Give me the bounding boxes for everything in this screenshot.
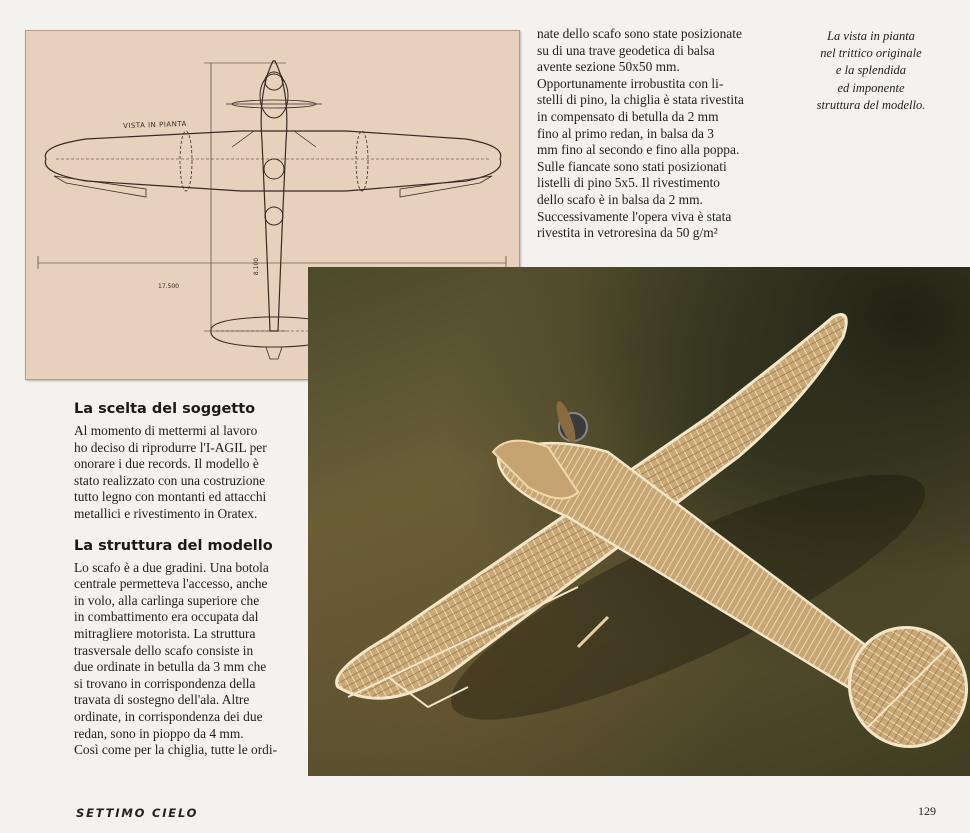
airframe-illustration [308,267,970,776]
text-line: due ordinate in betulla da 3 mm che [74,659,267,675]
text-line: si trovano in corrispondenza della [74,675,256,691]
magazine-name: SETTIMO CIELO [76,806,199,820]
text-line: redan, sono in pioppo da 4 mm. [74,725,244,741]
text-line: ordinate, in corrispondenza dei due [74,708,263,724]
blueprint-dimension-length: 8.100 [253,257,261,276]
text-line: Opportunamente irrobustita con li- [537,75,724,91]
text-line: stato realizzato con una costruzione [74,472,266,488]
blueprint-dimension-span: 17.500 [158,283,179,290]
text-line: onorare i due records. Il modello è [74,456,259,472]
text-line: nate dello scafo sono state posizionate [537,26,742,41]
section-heading-structure: La struttura del modello [74,537,273,554]
text-line: su di una trave geodetica di balsa [537,42,715,58]
section-heading-subject: La scelta del soggetto [74,401,256,417]
text-line: fino al primo redan, in balsa da 3 [537,125,715,141]
section-paragraph-subject [74,423,300,523]
blueprint-label: VISTA IN PIANTA [122,119,188,131]
text-line: in volo, alla carlinga superiore che [74,592,260,608]
text-line: Successivamente l'opera viva è stata [537,208,732,224]
text-line: dello scafo è in balsa da 2 mm. [537,191,703,207]
text-line: rivestita in vetroresina da 50 g/m² [537,225,718,241]
text-line: stelli di pino, la chiglia è stata rivestita [537,92,744,108]
image-caption [806,28,936,114]
text-line: avente sezione 50x50 mm. [537,59,680,75]
text-line: in compensato di betulla da 2 mm [537,108,719,124]
caption-line: e la splendida [835,63,907,78]
caption-line: ed imponente [837,80,905,95]
caption-line: struttura del modello. [816,97,926,112]
text-line: listelli di pino 5x5. Il rivestimento [537,175,720,191]
section-paragraph-structure [74,560,300,759]
text-line: Al momento di mettermi al lavoro [74,423,258,438]
text-line: mitragliere motorista. La struttura [74,625,256,641]
text-line: tutto legno con montanti ed attacchi [74,489,267,505]
page-number: 129 [918,804,936,818]
text-line: trasversale dello scafo consiste in [74,642,254,658]
text-line: ho deciso di riprodurre l'I-AGIL per [74,439,267,455]
text-line: travata di sostegno dell'ala. Altre [74,692,250,708]
text-line: Lo scafo è a due gradini. Una botola [74,559,269,575]
left-text-column [74,400,300,759]
model-structure-photo [308,267,970,776]
top-text-column [537,26,787,242]
text-line: Sulle fiancate sono stati posizionati [537,158,727,174]
text-line: in combattimento era occupata dal [74,609,259,625]
caption-line: nel trittico originale [820,46,922,61]
caption-line: La vista in pianta [827,29,915,43]
text-line: centrale permetteva l'accesso, anche [74,576,268,592]
text-line: mm fino al secondo e fino alla poppa. [537,142,740,158]
text-line: Così come per la chiglia, tutte le ordi- [74,742,278,758]
text-line: metallici e rivestimento in Oratex. [74,505,258,521]
